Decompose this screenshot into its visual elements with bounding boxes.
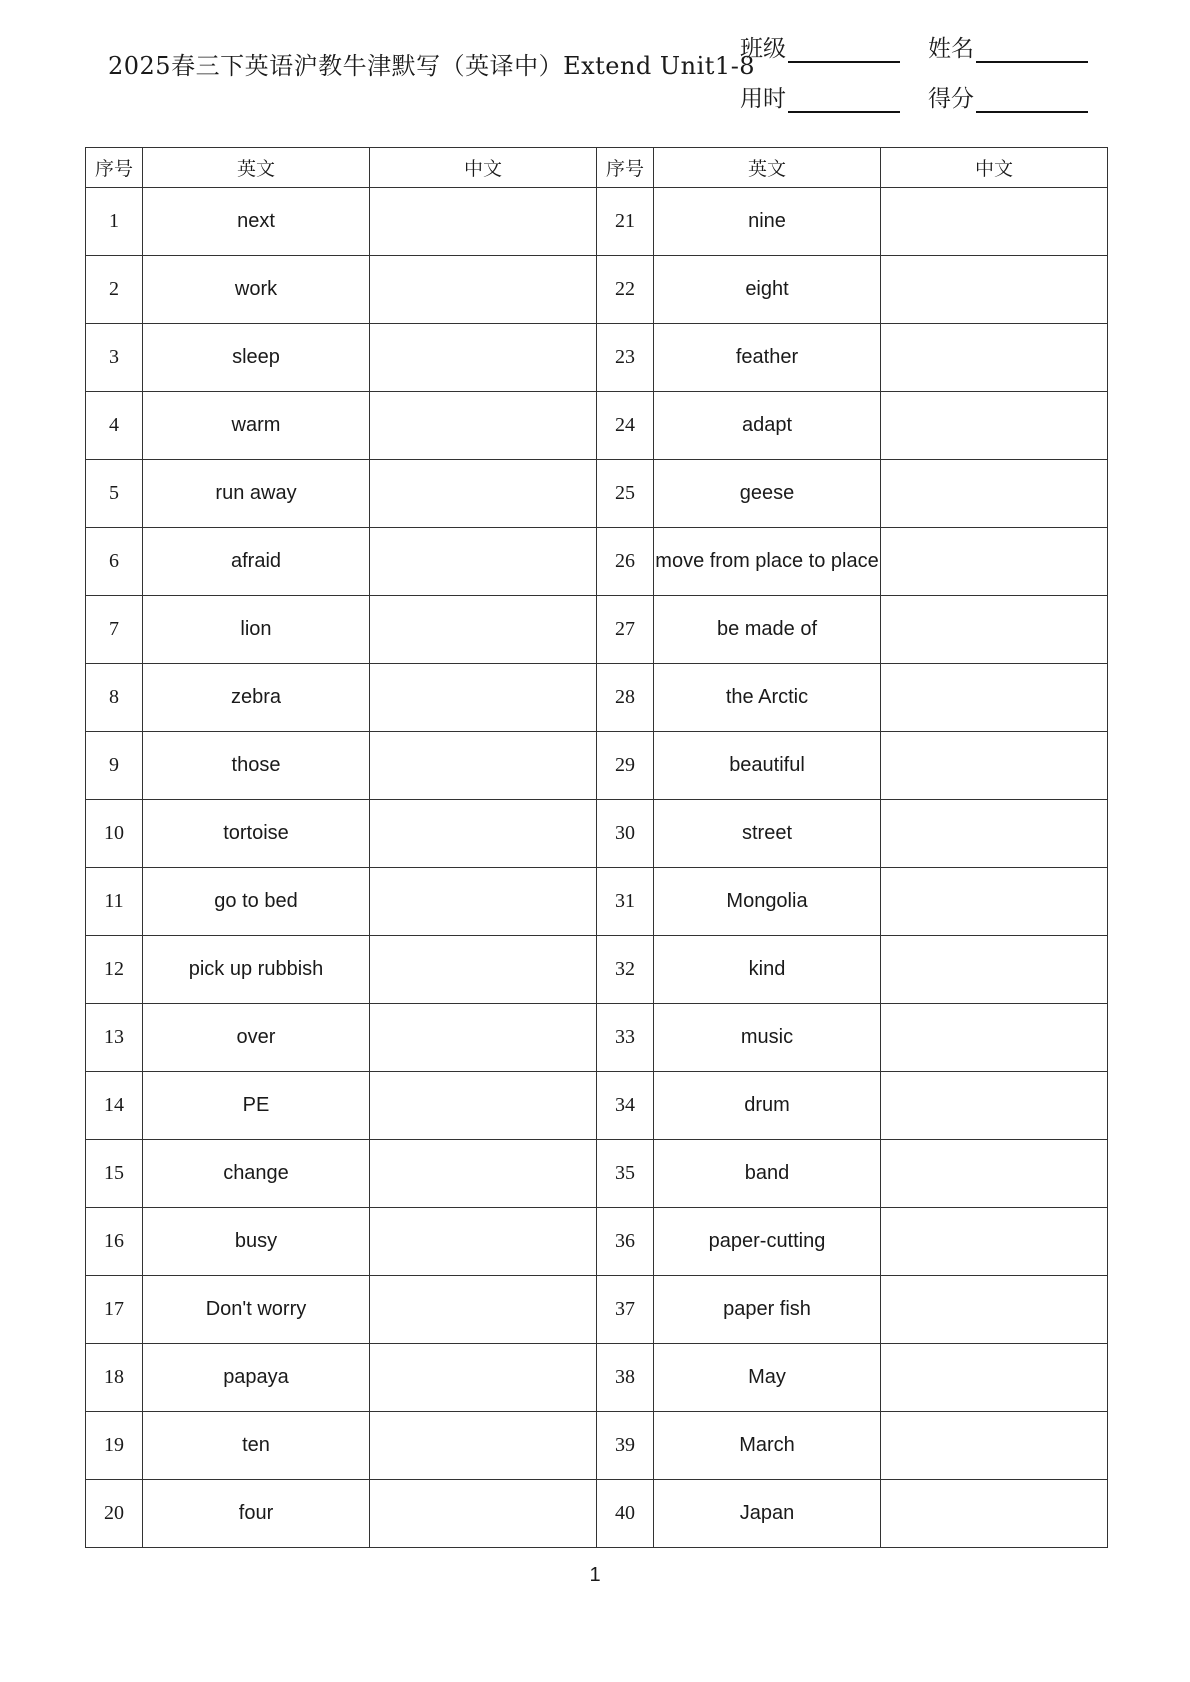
page-number: 1 bbox=[589, 1564, 601, 1586]
chinese-answer-right[interactable] bbox=[881, 1412, 1108, 1480]
chinese-answer-right[interactable] bbox=[881, 596, 1108, 664]
chinese-answer-right[interactable] bbox=[881, 800, 1108, 868]
row-number-right: 35 bbox=[597, 1140, 654, 1208]
row-number-left: 20 bbox=[86, 1480, 143, 1548]
row-number-left: 15 bbox=[86, 1140, 143, 1208]
row-number-right: 37 bbox=[597, 1276, 654, 1344]
table-row bbox=[86, 1208, 1108, 1276]
class-blank[interactable] bbox=[788, 39, 900, 63]
chinese-answer-left[interactable] bbox=[370, 256, 597, 324]
chinese-answer-left[interactable] bbox=[370, 1344, 597, 1412]
row-number-right: 25 bbox=[597, 460, 654, 528]
score-label: 得分 bbox=[928, 86, 974, 112]
row-number-right: 39 bbox=[597, 1412, 654, 1480]
name-field bbox=[928, 30, 1088, 63]
row-number-right: 23 bbox=[597, 324, 654, 392]
row-number-left: 1 bbox=[86, 188, 143, 256]
row-number-left: 8 bbox=[86, 664, 143, 732]
english-word-right: the Arctic bbox=[654, 664, 881, 732]
english-word-left: zebra bbox=[143, 664, 370, 732]
row-number-left: 17 bbox=[86, 1276, 143, 1344]
table-row bbox=[86, 1344, 1108, 1412]
chinese-answer-right[interactable] bbox=[881, 188, 1108, 256]
row-number-left: 19 bbox=[86, 1412, 143, 1480]
row-number-right: 30 bbox=[597, 800, 654, 868]
english-word-right: music bbox=[654, 1004, 881, 1072]
english-word-left: tortoise bbox=[143, 800, 370, 868]
table-row bbox=[86, 188, 1108, 256]
english-word-right: kind bbox=[654, 936, 881, 1004]
chinese-answer-left[interactable] bbox=[370, 1276, 597, 1344]
chinese-answer-left[interactable] bbox=[370, 868, 597, 936]
table-row bbox=[86, 596, 1108, 664]
row-number-right: 24 bbox=[597, 392, 654, 460]
chinese-answer-right[interactable] bbox=[881, 324, 1108, 392]
chinese-answer-left[interactable] bbox=[370, 460, 597, 528]
english-word-right: March bbox=[654, 1412, 881, 1480]
chinese-answer-right[interactable] bbox=[881, 528, 1108, 596]
chinese-answer-right[interactable] bbox=[881, 1344, 1108, 1412]
row-number-right: 40 bbox=[597, 1480, 654, 1548]
chinese-answer-left[interactable] bbox=[370, 732, 597, 800]
english-word-left: PE bbox=[143, 1072, 370, 1140]
english-word-left: ten bbox=[143, 1412, 370, 1480]
english-word-right: geese bbox=[654, 460, 881, 528]
table-row bbox=[86, 1140, 1108, 1208]
english-word-left: next bbox=[143, 188, 370, 256]
table-row bbox=[86, 1004, 1108, 1072]
header-chinese-left: 中文 bbox=[370, 148, 597, 188]
english-word-right: be made of bbox=[654, 596, 881, 664]
class-label: 班级 bbox=[740, 36, 786, 62]
english-word-left: four bbox=[143, 1480, 370, 1548]
english-word-left: work bbox=[143, 256, 370, 324]
chinese-answer-left[interactable] bbox=[370, 1208, 597, 1276]
chinese-answer-left[interactable] bbox=[370, 392, 597, 460]
chinese-answer-right[interactable] bbox=[881, 392, 1108, 460]
row-number-left: 13 bbox=[86, 1004, 143, 1072]
english-word-left: over bbox=[143, 1004, 370, 1072]
row-number-left: 11 bbox=[86, 868, 143, 936]
row-number-right: 22 bbox=[597, 256, 654, 324]
chinese-answer-left[interactable] bbox=[370, 1412, 597, 1480]
row-number-right: 31 bbox=[597, 868, 654, 936]
english-word-right: beautiful bbox=[654, 732, 881, 800]
chinese-answer-right[interactable] bbox=[881, 1276, 1108, 1344]
english-word-left: Don't worry bbox=[143, 1276, 370, 1344]
chinese-answer-right[interactable] bbox=[881, 936, 1108, 1004]
time-label: 用时 bbox=[740, 86, 786, 112]
table-row bbox=[86, 732, 1108, 800]
score-blank[interactable] bbox=[976, 89, 1088, 113]
english-word-right: paper fish bbox=[654, 1276, 881, 1344]
table-row bbox=[86, 800, 1108, 868]
chinese-answer-left[interactable] bbox=[370, 664, 597, 732]
chinese-answer-left[interactable] bbox=[370, 1480, 597, 1548]
header-english-right: 英文 bbox=[654, 148, 881, 188]
english-word-right: feather bbox=[654, 324, 881, 392]
table-row bbox=[86, 392, 1108, 460]
chinese-answer-right[interactable] bbox=[881, 1140, 1108, 1208]
row-number-left: 6 bbox=[86, 528, 143, 596]
english-word-left: warm bbox=[143, 392, 370, 460]
table-body bbox=[86, 188, 1108, 1548]
table-header-row bbox=[86, 148, 1108, 188]
chinese-answer-left[interactable] bbox=[370, 324, 597, 392]
table-row bbox=[86, 664, 1108, 732]
english-word-right: nine bbox=[654, 188, 881, 256]
row-number-left: 16 bbox=[86, 1208, 143, 1276]
row-number-right: 36 bbox=[597, 1208, 654, 1276]
table-row bbox=[86, 528, 1108, 596]
english-word-left: those bbox=[143, 732, 370, 800]
table-row bbox=[86, 1072, 1108, 1140]
row-number-right: 33 bbox=[597, 1004, 654, 1072]
english-word-right: drum bbox=[654, 1072, 881, 1140]
chinese-answer-left[interactable] bbox=[370, 596, 597, 664]
chinese-answer-right[interactable] bbox=[881, 1480, 1108, 1548]
chinese-answer-left[interactable] bbox=[370, 800, 597, 868]
row-number-left: 4 bbox=[86, 392, 143, 460]
english-word-right: May bbox=[654, 1344, 881, 1412]
english-word-right: band bbox=[654, 1140, 881, 1208]
row-number-right: 27 bbox=[597, 596, 654, 664]
english-word-right: street bbox=[654, 800, 881, 868]
english-word-left: papaya bbox=[143, 1344, 370, 1412]
chinese-answer-left[interactable] bbox=[370, 188, 597, 256]
row-number-right: 38 bbox=[597, 1344, 654, 1412]
row-number-left: 14 bbox=[86, 1072, 143, 1140]
english-word-right: move from place to place bbox=[654, 528, 881, 596]
english-word-right: paper-cutting bbox=[654, 1208, 881, 1276]
row-number-left: 18 bbox=[86, 1344, 143, 1412]
chinese-answer-left[interactable] bbox=[370, 936, 597, 1004]
table-row bbox=[86, 1480, 1108, 1548]
english-word-right: adapt bbox=[654, 392, 881, 460]
english-word-left: go to bed bbox=[143, 868, 370, 936]
chinese-answer-left[interactable] bbox=[370, 1140, 597, 1208]
english-word-left: pick up rubbish bbox=[143, 936, 370, 1004]
time-field bbox=[740, 80, 900, 113]
class-field bbox=[740, 30, 900, 63]
english-word-left: afraid bbox=[143, 528, 370, 596]
chinese-answer-right[interactable] bbox=[881, 256, 1108, 324]
name-label: 姓名 bbox=[928, 36, 974, 62]
chinese-answer-right[interactable] bbox=[881, 868, 1108, 936]
english-word-left: lion bbox=[143, 596, 370, 664]
table-row bbox=[86, 460, 1108, 528]
chinese-answer-left[interactable] bbox=[370, 528, 597, 596]
chinese-answer-right[interactable] bbox=[881, 1004, 1108, 1072]
header-num-left: 序号 bbox=[86, 148, 143, 188]
row-number-right: 28 bbox=[597, 664, 654, 732]
table-row bbox=[86, 1276, 1108, 1344]
chinese-answer-right[interactable] bbox=[881, 1072, 1108, 1140]
chinese-answer-left[interactable] bbox=[370, 1072, 597, 1140]
chinese-answer-right[interactable] bbox=[881, 460, 1108, 528]
worksheet-title: 2025春三下英语沪教牛津默写（英译中）Extend Unit1-8 bbox=[108, 52, 756, 80]
time-blank[interactable] bbox=[788, 89, 900, 113]
row-number-left: 2 bbox=[86, 256, 143, 324]
table-row bbox=[86, 1412, 1108, 1480]
chinese-answer-left[interactable] bbox=[370, 1004, 597, 1072]
chinese-answer-right[interactable] bbox=[881, 732, 1108, 800]
english-word-left: sleep bbox=[143, 324, 370, 392]
row-number-left: 9 bbox=[86, 732, 143, 800]
english-word-left: busy bbox=[143, 1208, 370, 1276]
chinese-answer-right[interactable] bbox=[881, 1208, 1108, 1276]
english-word-right: Mongolia bbox=[654, 868, 881, 936]
header-chinese-right: 中文 bbox=[881, 148, 1108, 188]
table-row bbox=[86, 868, 1108, 936]
row-number-left: 3 bbox=[86, 324, 143, 392]
english-word-right: Japan bbox=[654, 1480, 881, 1548]
row-number-right: 32 bbox=[597, 936, 654, 1004]
header-english-left: 英文 bbox=[143, 148, 370, 188]
english-word-left: change bbox=[143, 1140, 370, 1208]
english-word-left: run away bbox=[143, 460, 370, 528]
row-number-right: 34 bbox=[597, 1072, 654, 1140]
row-number-left: 12 bbox=[86, 936, 143, 1004]
name-blank[interactable] bbox=[976, 39, 1088, 63]
table-row bbox=[86, 256, 1108, 324]
header-num-right: 序号 bbox=[597, 148, 654, 188]
chinese-answer-right[interactable] bbox=[881, 664, 1108, 732]
row-number-left: 7 bbox=[86, 596, 143, 664]
score-field bbox=[928, 80, 1088, 113]
row-number-left: 5 bbox=[86, 460, 143, 528]
row-number-left: 10 bbox=[86, 800, 143, 868]
row-number-right: 29 bbox=[597, 732, 654, 800]
row-number-right: 26 bbox=[597, 528, 654, 596]
vocab-table bbox=[85, 147, 1108, 1548]
table-row bbox=[86, 936, 1108, 1004]
row-number-right: 21 bbox=[597, 188, 654, 256]
table-row bbox=[86, 324, 1108, 392]
english-word-right: eight bbox=[654, 256, 881, 324]
